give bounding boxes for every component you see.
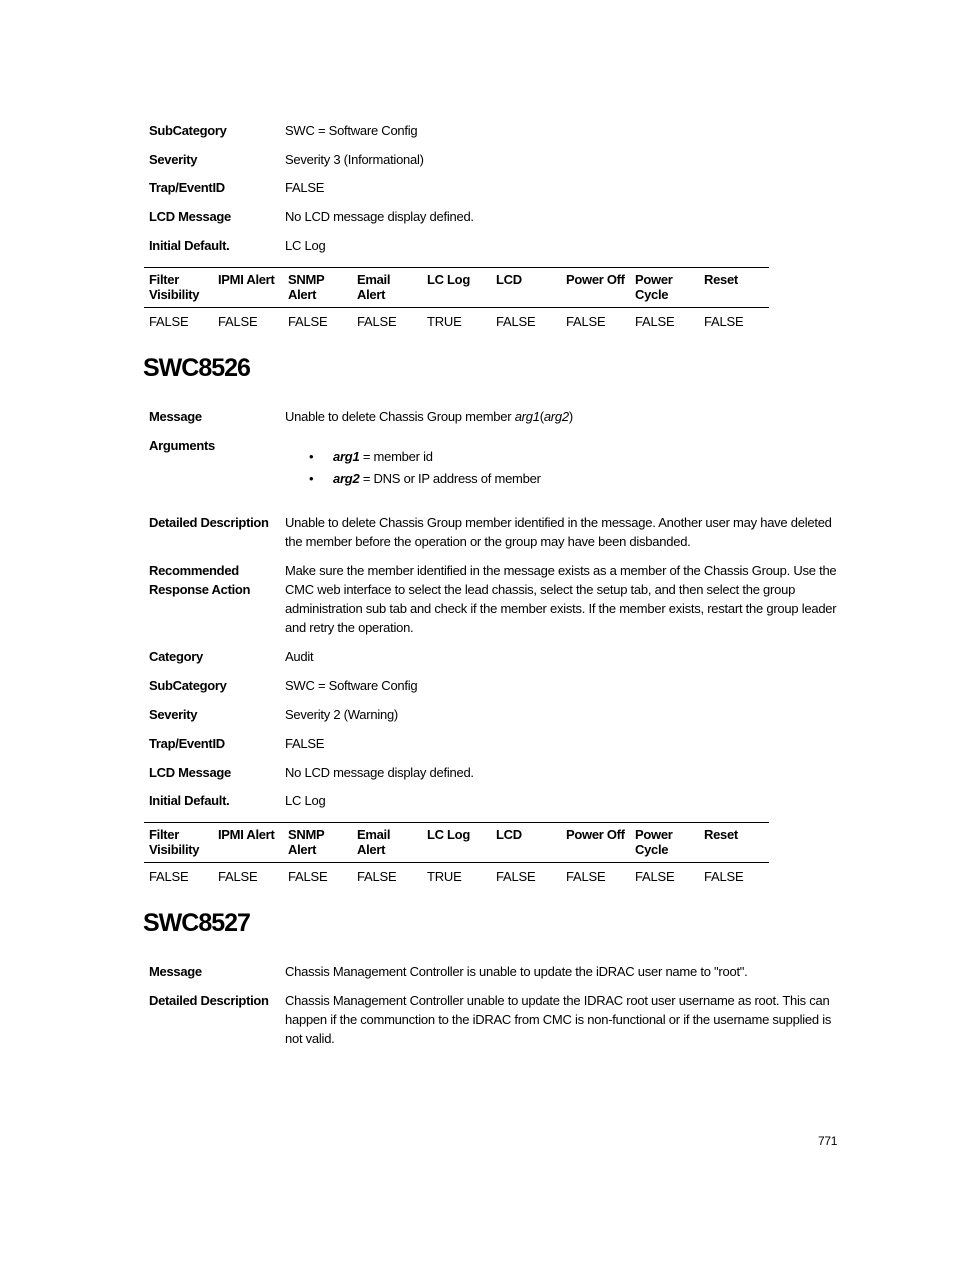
table-cell: FALSE	[288, 314, 328, 329]
col-snmp-alert: SNMP Alert	[288, 827, 325, 857]
table-cell: FALSE	[496, 314, 536, 329]
field-value: FALSE	[285, 736, 325, 751]
field-value: Make sure the member identified in the message exists as a member of the Chassis Group. Use the CMC web interface to select the lead chassis, select the setup tab, and then select the group administration sub tab and check if the member exists. If the member exists, restart the group leader and retry the operation.	[285, 563, 837, 635]
field-label: SubCategory	[149, 123, 227, 138]
col-ipmi-alert: IPMI Alert	[218, 827, 275, 842]
col-lc-log: LC Log	[427, 272, 470, 287]
field-label: SubCategory	[149, 678, 227, 693]
field-label: LCD Message	[149, 765, 231, 780]
table-cell: FALSE	[704, 314, 744, 329]
arguments-list	[285, 446, 541, 490]
field-label: Initial Default.	[149, 793, 230, 808]
field-value: LC Log	[285, 793, 326, 808]
col-power-off: Power Off	[566, 827, 625, 842]
table-cell: FALSE	[218, 314, 258, 329]
table-rule	[144, 862, 769, 863]
field-label: Detailed Description	[149, 515, 269, 530]
section-title-swc8527: SWC8527	[143, 909, 250, 937]
table-rule	[144, 307, 769, 308]
field-label: Message	[149, 409, 202, 424]
field-value: No LCD message display defined.	[285, 765, 474, 780]
col-email-alert: Email Alert	[357, 272, 391, 302]
col-email-alert: Email Alert	[357, 827, 391, 857]
field-value: Chassis Management Controller is unable to update the iDRAC user name to "root".	[285, 964, 748, 979]
col-reset: Reset	[704, 272, 738, 287]
field-value: Unable to delete Chassis Group member identified in the message. Another user may have deleted the member before the operation or the group may have been disbanded.	[285, 515, 832, 549]
table-cell: TRUE	[427, 869, 462, 884]
section-title-swc8526: SWC8526	[143, 354, 250, 382]
field-label: Category	[149, 649, 203, 664]
col-lcd: LCD	[496, 272, 522, 287]
table-cell: FALSE	[704, 869, 744, 884]
table-cell: FALSE	[566, 314, 606, 329]
table-rule	[144, 267, 769, 268]
table-cell: FALSE	[635, 869, 675, 884]
field-value: Audit	[285, 649, 314, 664]
field-label: Recommended Response Action	[149, 563, 251, 597]
field-value: SWC = Software Config	[285, 123, 418, 138]
col-power-cycle: Power Cycle	[635, 272, 673, 302]
field-value: Severity 3 (Informational)	[285, 152, 424, 167]
table-cell: FALSE	[566, 869, 606, 884]
field-label: Initial Default.	[149, 238, 230, 253]
table-rule	[144, 822, 769, 823]
field-value: FALSE	[285, 180, 325, 195]
field-label: Message	[149, 964, 202, 979]
col-ipmi-alert: IPMI Alert	[218, 272, 275, 287]
field-value: SWC = Software Config	[285, 678, 418, 693]
table-cell: TRUE	[427, 314, 462, 329]
field-label: Arguments	[149, 438, 215, 453]
col-filter-visibility: Filter Visibility	[149, 827, 200, 857]
field-value: No LCD message display defined.	[285, 209, 474, 224]
table-cell: FALSE	[288, 869, 328, 884]
table-cell: FALSE	[149, 314, 189, 329]
field-label: Trap/EventID	[149, 736, 225, 751]
col-reset: Reset	[704, 827, 738, 842]
col-power-cycle: Power Cycle	[635, 827, 673, 857]
col-snmp-alert: SNMP Alert	[288, 272, 325, 302]
col-filter-visibility: Filter Visibility	[149, 272, 200, 302]
col-lcd: LCD	[496, 827, 522, 842]
table-cell: FALSE	[496, 869, 536, 884]
field-value: Severity 2 (Warning)	[285, 707, 398, 722]
list-item: • arg2 = DNS or IP address of member	[285, 468, 541, 490]
col-power-off: Power Off	[566, 272, 625, 287]
table-cell: FALSE	[218, 869, 258, 884]
field-value: Unable to delete Chassis Group member arg1(arg2)	[285, 409, 573, 424]
field-value: Chassis Management Controller unable to update the IDRAC root user username as root. This can happen if the communction to the iDRAC from CMC is non-functional or if the username supplied is not valid.	[285, 993, 832, 1046]
table-cell: FALSE	[357, 314, 397, 329]
field-label: Severity	[149, 152, 198, 167]
field-label: Detailed Description	[149, 993, 269, 1008]
field-label: LCD Message	[149, 209, 231, 224]
col-lc-log: LC Log	[427, 827, 470, 842]
field-label: Severity	[149, 707, 198, 722]
table-cell: FALSE	[357, 869, 397, 884]
page-number: 771	[818, 1134, 838, 1148]
field-label: Trap/EventID	[149, 180, 225, 195]
list-item: • arg1 = member id	[285, 446, 541, 468]
table-cell: FALSE	[635, 314, 675, 329]
table-cell: FALSE	[149, 869, 189, 884]
field-value: LC Log	[285, 238, 326, 253]
